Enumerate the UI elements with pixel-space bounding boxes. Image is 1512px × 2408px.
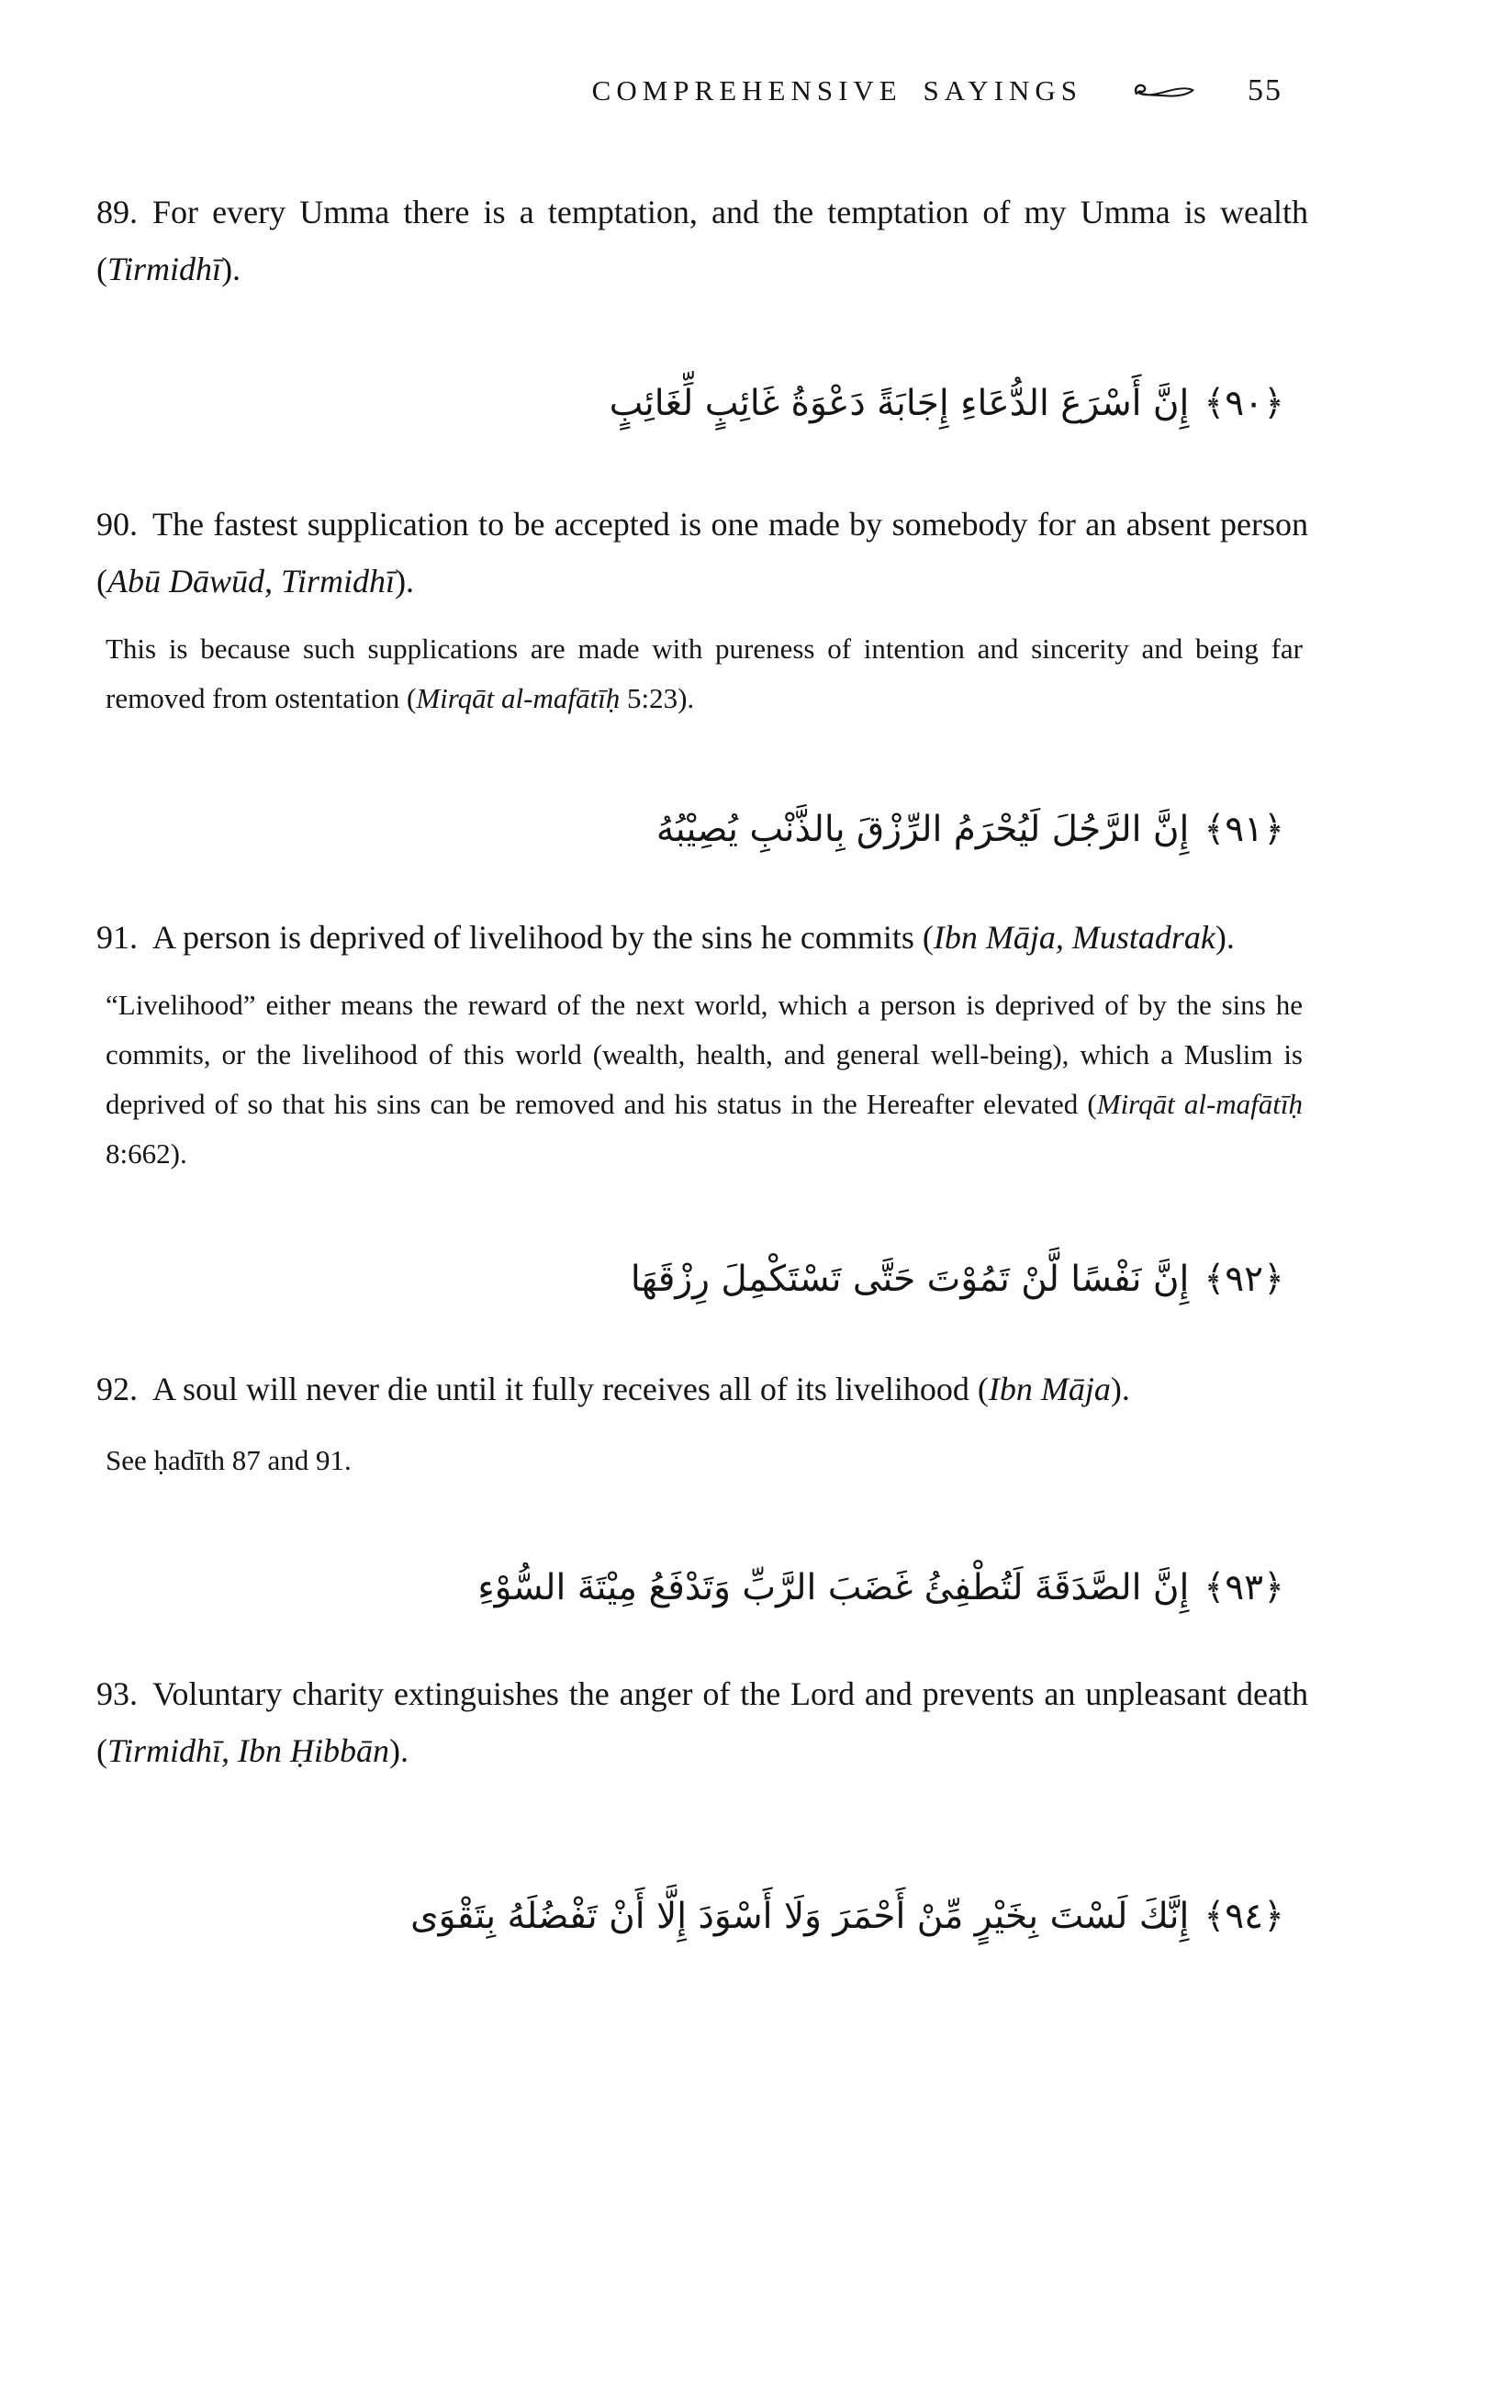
- hadith-90-arabic: [96, 358, 1308, 450]
- hadith-92-arabic-text: إِنَّ نَفْسًا لَّنْ تَمُوْتَ حَتَّى تَسْتَكْمِلَ رِزْقَهَا: [630, 1259, 1190, 1300]
- hadith-89-number: 89.: [96, 194, 138, 230]
- hadith-94-arabic-text: إِنَّكَ لَسْتَ بِخَيْرٍ مِّنْ أَحْمَرَ وَلَا أَسْوَدَ إِلَّا أَنْ تَفْضُلَهُ بِتَقْوَى: [410, 1896, 1190, 1937]
- hadith-90-commentary-citation: (Mirqāt al-mafātīḥ 5:23).: [407, 682, 695, 714]
- hadith-92-cross-reference-text: See ḥadīth 87 and 91.: [106, 1444, 352, 1476]
- hadith-91-commentary-citation: (Mirqāt al-mafātīḥ 8:662).: [106, 1088, 1304, 1170]
- hadith-90-text: The fastest supplication to be accepted is one made by somebody for an absent person: [152, 506, 1308, 543]
- hadith-89-translation: [96, 184, 1308, 297]
- hadith-92-text: A soul will never die until it fully receives all of its livelihood: [152, 1371, 978, 1407]
- hadith-93-source-citation: (Tirmidhī, Ibn Ḥibbān).: [96, 1732, 409, 1769]
- hadith-93-translation: [96, 1665, 1308, 1779]
- swash-ornament-icon: [1130, 80, 1198, 108]
- hadith-91-commentary: [106, 980, 1303, 1179]
- hadith-93-number: 93.: [96, 1675, 138, 1712]
- hadith-92-source-citation: (Ibn Māja).: [977, 1371, 1130, 1407]
- hadith-94-ornate-number-marker: ﴿٩٤﴾: [1204, 1896, 1284, 1937]
- hadith-93-arabic: [96, 1542, 1308, 1634]
- hadith-90-commentary: [106, 624, 1303, 723]
- page-number: 55: [1248, 73, 1282, 107]
- running-header: [96, 72, 1282, 110]
- hadith-91-commentary-text: “Livelihood” either means the reward of the next world, which a person is deprived of by the sins he commits, or the livelihood of this world (wealth, health, and general well-being), which a Muslim is deprived of so that his sins can be removed and his status in the Hereafter elevated: [106, 989, 1303, 1120]
- hadith-94-arabic: [96, 1871, 1308, 1963]
- hadith-93-text: Voluntary charity extinguishes the anger of the Lord and prevents an unpleasant death: [152, 1675, 1308, 1712]
- hadith-90-source-citation: (Abū Dāwūd, Tirmidhī).: [96, 563, 415, 599]
- running-header-title: COMPREHENSIVE SAYINGS: [591, 74, 1082, 106]
- hadith-93-ornate-number-marker: ﴿٩٣﴾: [1204, 1567, 1284, 1608]
- hadith-91-arabic-text: إِنَّ الرَّجُلَ لَيُحْرَمُ الرِّزْقَ بِالذَّنْبِ يُصِيْبُهُ: [655, 809, 1190, 850]
- hadith-91-source-citation: (Ibn Māja, Mustadrak).: [922, 919, 1235, 956]
- hadith-92-arabic: [96, 1234, 1308, 1326]
- hadith-92-translation: [96, 1361, 1308, 1417]
- hadith-91-ornate-number-marker: ﴿٩١﴾: [1204, 809, 1284, 850]
- hadith-92-number: 92.: [96, 1371, 138, 1407]
- hadith-92-cross-reference: [106, 1436, 1303, 1485]
- hadith-90-number: 90.: [96, 506, 138, 543]
- hadith-89-text: For every Umma there is a temptation, and the temptation of my Umma is wealth: [152, 194, 1308, 230]
- hadith-89-source-citation: (Tirmidhī).: [96, 251, 241, 287]
- hadith-93-arabic-text: إِنَّ الصَّدَقَةَ لَتُطْفِئُ غَضَبَ الرَّبِّ وَتَدْفَعُ مِيْتَةَ السُّوْءِ: [477, 1567, 1190, 1608]
- hadith-91-text: A person is deprived of livelihood by the sins he commits: [152, 919, 923, 956]
- hadith-90-arabic-text: إِنَّ أَسْرَعَ الدُّعَاءِ إِجَابَةً دَعْوَةُ غَائِبٍ لِّغَائِبٍ: [609, 383, 1190, 424]
- hadith-91-translation: [96, 909, 1308, 966]
- hadith-91-arabic: [96, 784, 1308, 876]
- hadith-90-ornate-number-marker: ﴿٩٠﴾: [1204, 383, 1284, 424]
- hadith-91-number: 91.: [96, 919, 138, 956]
- hadith-90-commentary-text: This is because such supplications are made with pureness of intention and sincerity and being far removed from ostentation: [106, 633, 1303, 714]
- hadith-92-ornate-number-marker: ﴿٩٢﴾: [1204, 1259, 1284, 1300]
- hadith-90-translation: [96, 496, 1308, 610]
